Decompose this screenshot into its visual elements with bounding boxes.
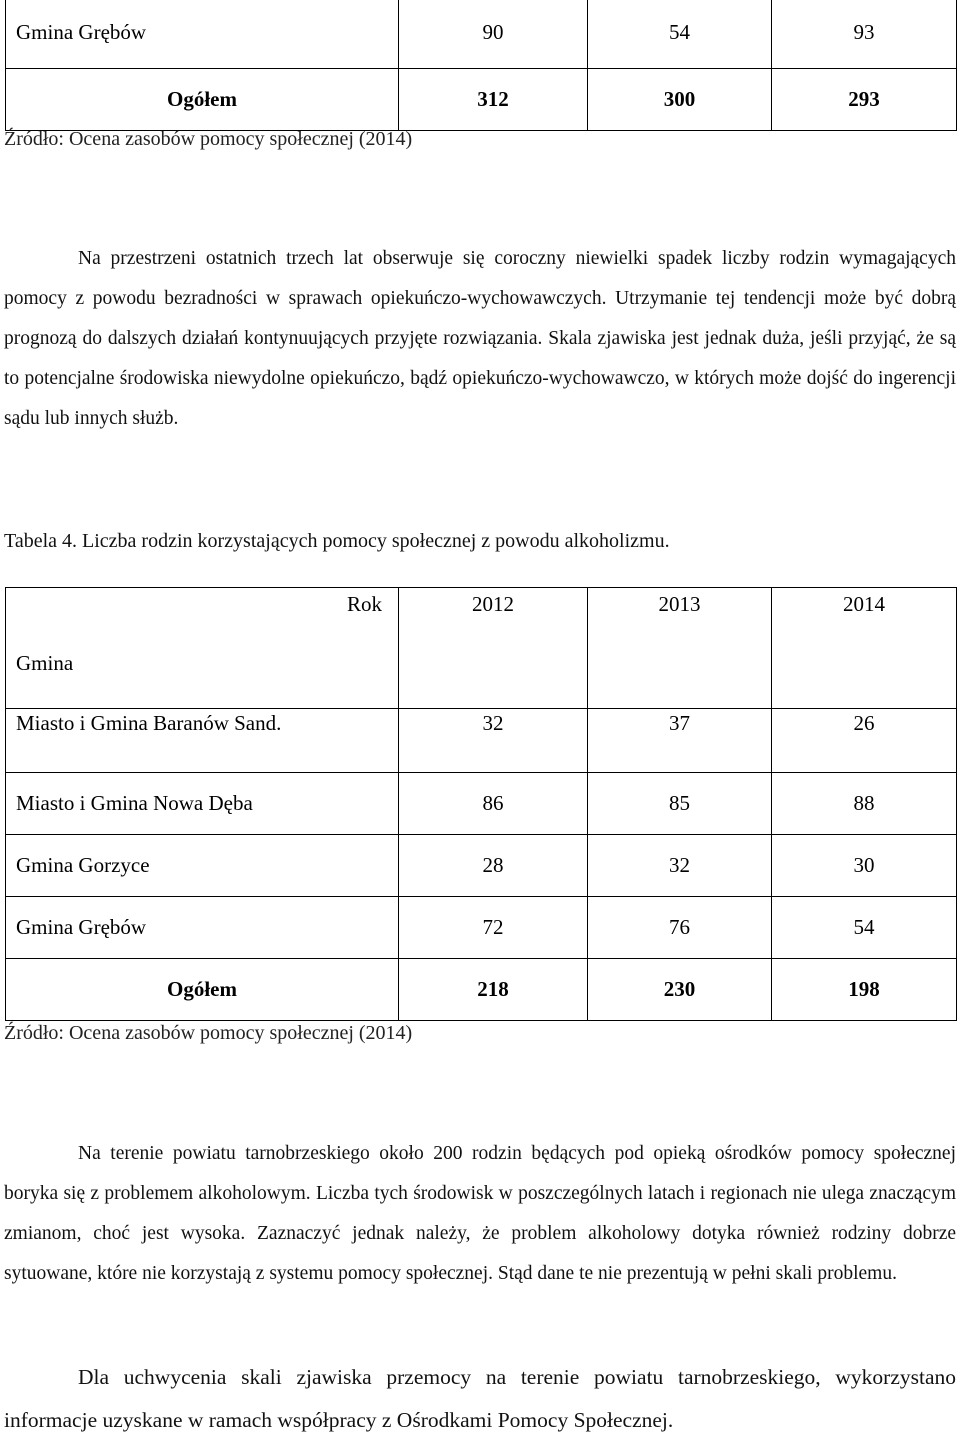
value-2012-cell: 32 [399,709,588,773]
total-row [6,69,957,131]
value-2014-cell: 26 [772,709,957,773]
total-row [6,959,957,1021]
value-2014-cell: 88 [772,773,957,835]
gmina-name-cell: Gmina Gorzyce [6,835,399,897]
table-4-source: Źródło: Ocena zasobów pomocy społecznej (2014) [4,1022,413,1044]
gmina-name-cell: Miasto i Gmina Nowa Dęba [6,773,399,835]
table-row [6,773,957,835]
value-2013-cell: 32 [588,835,772,897]
value-2014-cell: 93 [772,0,957,69]
table-4 [5,587,957,1021]
paragraph-family-helplessness: Na przestrzeni ostatnich trzech lat obserwuje się coroczny niewielki spadek liczby rodzin wymagających pomocy z powodu bezradności w sprawach opiekuńczo-wychowawczych. Utrzymanie tej tendencji może być dobrą prognozą do dalszych działań kontynuujących przyjęte rozwiązania. Skala zjawiska jest jednak duża, jeśli przyjąć, że są to potencjalne środowiska niewydolne opiekuńczo, bądź opiekuńczo-wychowawczo, w których może dojść do ingerencji sądu lub innych służb. [4,248,956,429]
gmina-name-cell: Gmina Grębów [6,0,399,69]
table-row [6,897,957,959]
year-2013-label: 2013 [658,592,701,616]
value-2013-cell: 37 [588,709,772,773]
header-corner-cell [6,588,399,709]
paragraph-alcohol-problem: Na terenie powiatu tarnobrzeskiego około 200 rodzin będących pod opieką ośrodków pomocy społecznej boryka się z problemem alkoholowym. Liczba tych środowisk w poszczególnych latach i regionach nie ulega znaczącym zmianom, choć jest wysoka. Zaznaczyć jednak należy, że problem alkoholowy dotyka również rodziny dobrze sytuowane, które nie korzystają z systemu pomocy społecznej. Stąd dane te nie prezentują w pełni skali problemu. [4,1143,956,1284]
paragraph-violence-intro: Dla uchwycenia skali zjawiska przemocy na terenie powiatu tarnobrzeskiego, wykorzystano informacje uzyskane w ramach współpracy z Ośrodkami Pomocy Społecznej. [4,1365,956,1432]
total-2014-cell: 293 [772,69,957,131]
year-2014-label: 2014 [843,592,885,616]
header-gmina-label: Gmina [16,651,74,675]
year-2012-label: 2012 [472,592,514,616]
value-2012-cell: 72 [399,897,588,959]
table-row [6,709,957,773]
table-4-caption: Tabela 4. Liczba rodzin korzystających pomocy społecznej z powodu alkoholizmu. [4,530,670,552]
total-label-cell: Ogółem [6,959,399,1021]
total-2012-cell: 312 [399,69,588,131]
table-3-continuation [5,0,957,131]
table-3-source: Źródło: Ocena zasobów pomocy społecznej (2014) [4,128,413,150]
value-2014-cell: 30 [772,835,957,897]
value-2014-cell: 54 [772,897,957,959]
value-2012-cell: 28 [399,835,588,897]
table-header-row [6,588,957,709]
header-year-2013 [588,588,772,709]
header-year-2014 [772,588,957,709]
total-2014-cell: 198 [772,959,957,1021]
table-row [6,0,957,69]
header-year-2012 [399,588,588,709]
gmina-name-cell: Gmina Grębów [6,897,399,959]
value-2013-cell: 54 [588,0,772,69]
value-2013-cell: 76 [588,897,772,959]
value-2013-cell: 85 [588,773,772,835]
total-2012-cell: 218 [399,959,588,1021]
total-2013-cell: 300 [588,69,772,131]
total-2013-cell: 230 [588,959,772,1021]
total-label-cell: Ogółem [6,69,399,131]
header-rok-label: Rok [346,592,382,616]
gmina-name-cell: Miasto i Gmina Baranów Sand. [6,709,399,773]
value-2012-cell: 86 [399,773,588,835]
table-row [6,835,957,897]
value-2012-cell: 90 [399,0,588,69]
